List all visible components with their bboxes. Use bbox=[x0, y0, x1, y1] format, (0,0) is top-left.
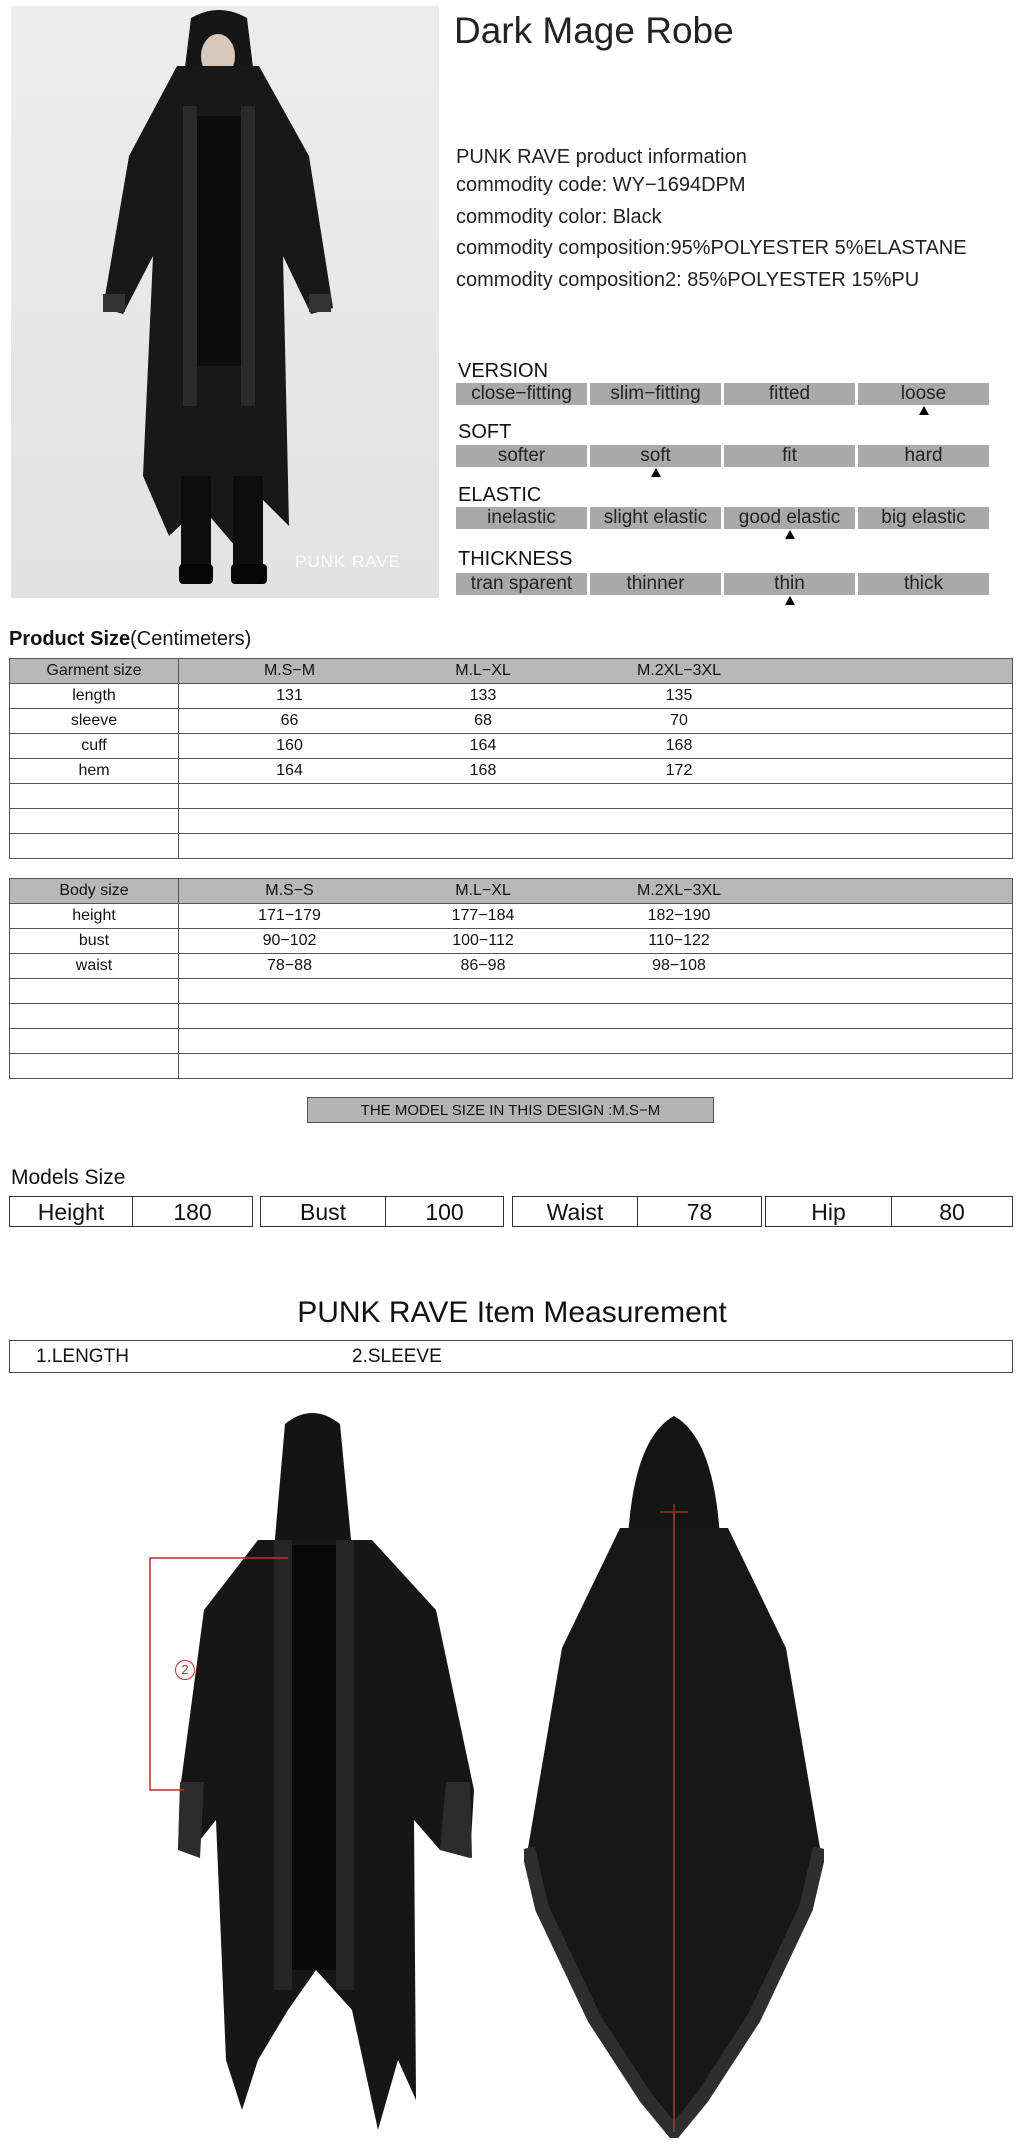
model-height bbox=[9, 1196, 253, 1227]
table-row: waist 78−88 86−98 98−108 bbox=[10, 954, 1013, 979]
thickness-option: thick bbox=[858, 573, 989, 595]
garment-size-header: Garment size bbox=[10, 659, 179, 684]
model-hip-value: 80 bbox=[939, 1199, 965, 1225]
info-line-composition: commodity composition:95%POLYESTER 5%ELASTANE bbox=[456, 237, 967, 259]
product-title: Dark Mage Robe bbox=[454, 10, 734, 51]
size-column: M.2XL−3XL bbox=[636, 662, 722, 679]
soft-scale bbox=[456, 445, 989, 467]
table-row: sleeve 66 68 70 bbox=[10, 709, 1013, 734]
version-option: slim−fitting bbox=[590, 383, 721, 405]
info-line-brand: PUNK RAVE product information bbox=[456, 146, 747, 168]
soft-option: softer bbox=[456, 445, 587, 467]
model-bust bbox=[260, 1196, 504, 1227]
sleeve-marker-icon: 2 bbox=[175, 1660, 195, 1680]
garment-front-image bbox=[140, 1410, 500, 2140]
thickness-heading: THICKNESS bbox=[458, 548, 573, 570]
elastic-option: slight elastic bbox=[590, 507, 721, 529]
size-column: M.S−M bbox=[263, 662, 316, 679]
info-line-code: commodity code: WY−1694DPM bbox=[456, 174, 746, 196]
size-column: M.L−XL bbox=[455, 882, 511, 899]
elastic-option: inelastic bbox=[456, 507, 587, 529]
version-heading: VERSION bbox=[458, 360, 549, 382]
version-option: close−fitting bbox=[456, 383, 587, 405]
models-size-heading: Models Size bbox=[11, 1166, 126, 1189]
product-size-heading: Product Size(Centimeters) bbox=[9, 628, 252, 650]
model-size-note: THE MODEL SIZE IN THIS DESIGN :M.S−M bbox=[307, 1097, 714, 1123]
size-column: M.2XL−3XL bbox=[636, 882, 722, 899]
version-option: loose bbox=[858, 383, 989, 405]
model-bust-label: Bust bbox=[261, 1197, 386, 1226]
table-row bbox=[10, 809, 1013, 834]
body-size-table bbox=[9, 878, 1013, 1079]
table-row: length 131 133 135 bbox=[10, 684, 1013, 709]
model-hip-label: Hip bbox=[766, 1197, 892, 1226]
elastic-option: big elastic bbox=[858, 507, 989, 529]
soft-option: fit bbox=[724, 445, 855, 467]
elastic-option: good elastic bbox=[724, 507, 855, 529]
model-waist-label: Waist bbox=[513, 1197, 638, 1226]
table-row bbox=[10, 834, 1013, 859]
thickness-scale bbox=[456, 573, 989, 595]
model-height-label: Height bbox=[10, 1197, 133, 1226]
garment-size-table bbox=[9, 658, 1013, 859]
elastic-heading: ELASTIC bbox=[458, 484, 542, 506]
size-column: M.S−S bbox=[265, 882, 314, 899]
product-size-unit: (Centimeters) bbox=[130, 628, 252, 650]
measurement-legend bbox=[9, 1340, 1013, 1373]
table-row: cuff 160 164 168 bbox=[10, 734, 1013, 759]
table-row: bust 90−102 100−112 110−122 bbox=[10, 929, 1013, 954]
model-bust-value: 100 bbox=[425, 1199, 464, 1225]
table-row bbox=[10, 784, 1013, 809]
model-figure-image bbox=[11, 6, 439, 598]
size-column: M.L−XL bbox=[455, 662, 511, 679]
soft-heading: SOFT bbox=[458, 421, 512, 443]
elastic-scale bbox=[456, 507, 989, 529]
table-row: hem 164 168 172 bbox=[10, 759, 1013, 784]
model-waist-value: 78 bbox=[686, 1199, 713, 1225]
version-option: fitted bbox=[724, 383, 855, 405]
measurement-title: PUNK RAVE Item Measurement bbox=[297, 1296, 727, 1329]
selected-marker-icon bbox=[785, 596, 795, 605]
photo-watermark: PUNK RAVE bbox=[295, 552, 401, 571]
selected-marker-icon bbox=[785, 530, 795, 539]
table-row bbox=[10, 979, 1013, 1004]
measurement-item-length: 1.LENGTH bbox=[36, 1346, 129, 1367]
version-scale bbox=[456, 383, 989, 405]
thickness-option: thin bbox=[724, 573, 855, 595]
table-row: height 171−179 177−184 182−190 bbox=[10, 904, 1013, 929]
thickness-option: tran sparent bbox=[456, 573, 587, 595]
selected-marker-icon bbox=[651, 468, 661, 477]
garment-back-image bbox=[524, 1408, 824, 2138]
soft-option: soft bbox=[590, 445, 721, 467]
table-row bbox=[10, 1004, 1013, 1029]
body-size-header: Body size bbox=[10, 879, 179, 904]
info-line-composition2: commodity composition2: 85%POLYESTER 15%PU bbox=[456, 269, 920, 291]
selected-marker-icon bbox=[919, 406, 929, 415]
thickness-option: thinner bbox=[590, 573, 721, 595]
info-line-color: commodity color: Black bbox=[456, 206, 662, 228]
table-row bbox=[10, 1029, 1013, 1054]
model-hip bbox=[765, 1196, 1013, 1227]
model-height-value: 180 bbox=[173, 1199, 212, 1225]
table-row bbox=[10, 1054, 1013, 1079]
measurement-item-sleeve: 2.SLEEVE bbox=[352, 1346, 442, 1367]
model-waist bbox=[512, 1196, 762, 1227]
soft-option: hard bbox=[858, 445, 989, 467]
product-photo bbox=[11, 6, 439, 598]
